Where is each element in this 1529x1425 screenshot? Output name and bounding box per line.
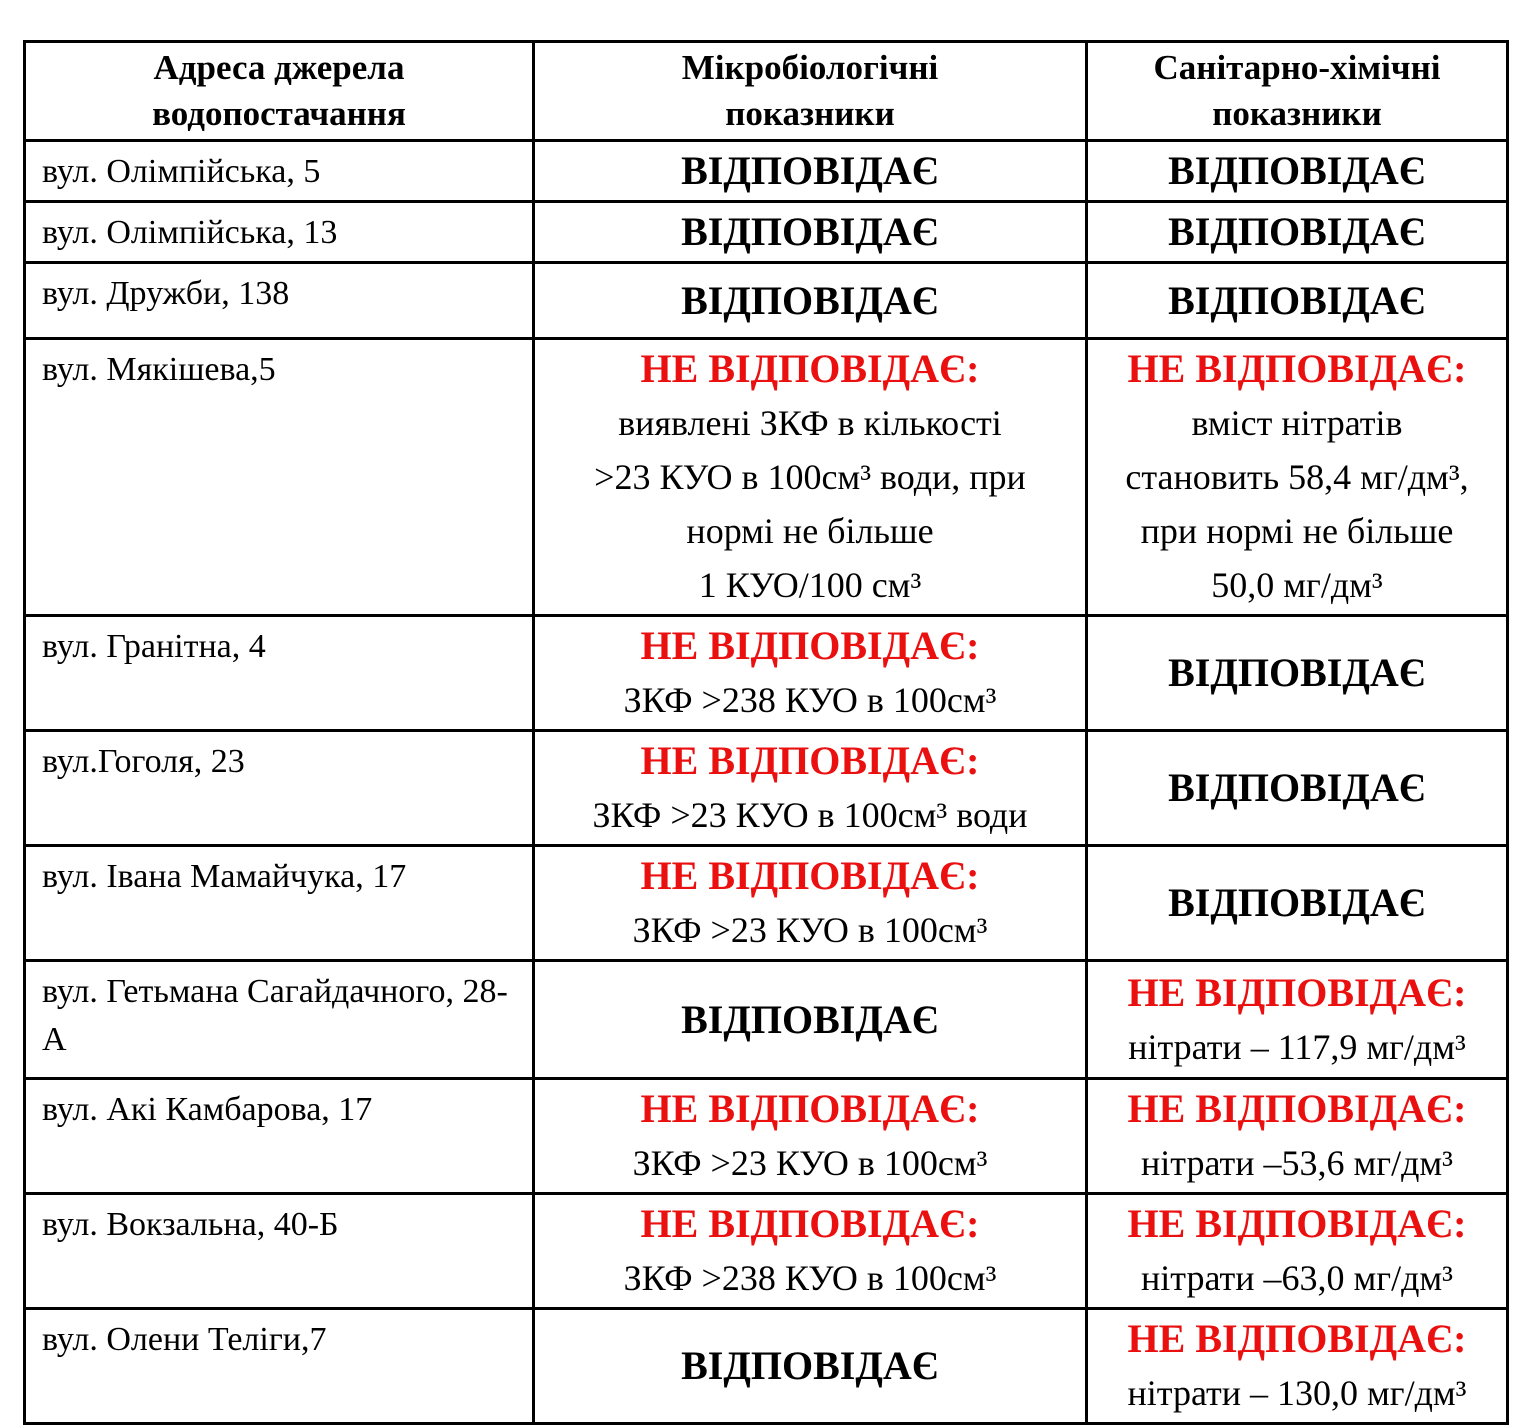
address-cell: вул. Дружби, 138: [25, 263, 534, 339]
header-row: [25, 42, 1508, 141]
status-detail: ЗКФ >238 КУО в 100см³: [623, 680, 997, 720]
table-row: [25, 263, 1508, 339]
address-cell: вул. Акі Камбарова, 17: [25, 1079, 534, 1194]
micro-status-cell: [534, 202, 1087, 263]
table-row: [25, 846, 1508, 961]
status-detail: виявлені ЗКФ в кількості >23 КУО в 100см³ води, при нормі не більше 1 КУО/100 см³: [594, 403, 1026, 605]
status-label: ВІДПОВІДАЄ: [681, 148, 939, 193]
micro-status-cell: [534, 141, 1087, 202]
table-row: [25, 731, 1508, 846]
column-header-sanitary-chemical: Санітарно-хімічні показники: [1087, 42, 1508, 141]
status-label: ВІДПОВІДАЄ: [681, 1343, 939, 1388]
status-label: НЕ ВІДПОВІДАЄ:: [1127, 1316, 1467, 1361]
address-cell: вул. Івана Мамайчука, 17: [25, 846, 534, 961]
address-cell: вул. Гранітна, 4: [25, 616, 534, 731]
chem-status-cell: [1087, 1079, 1508, 1194]
status-label: НЕ ВІДПОВІДАЄ:: [640, 1201, 980, 1246]
chem-status-cell: [1087, 846, 1508, 961]
status-label: НЕ ВІДПОВІДАЄ:: [1127, 346, 1467, 391]
column-header-microbiological: Мікробіологічні показники: [534, 42, 1087, 141]
status-label: ВІДПОВІДАЄ: [1168, 148, 1426, 193]
micro-status-cell: [534, 846, 1087, 961]
address-cell: вул. Мякішева,5: [25, 339, 534, 616]
address-cell: вул. Гетьмана Сагайдачного, 28-А: [25, 961, 534, 1079]
address-cell: вул. Вокзальна, 40-Б: [25, 1194, 534, 1309]
status-detail: ЗКФ >23 КУО в 100см³: [632, 910, 988, 950]
chem-status-cell: [1087, 731, 1508, 846]
status-detail: ЗКФ >23 КУО в 100см³ води: [592, 795, 1028, 835]
status-detail: ЗКФ >238 КУО в 100см³: [623, 1258, 997, 1298]
status-label: ВІДПОВІДАЄ: [1168, 650, 1426, 695]
chem-status-cell: [1087, 202, 1508, 263]
status-label: НЕ ВІДПОВІДАЄ:: [640, 346, 980, 391]
address-cell: вул. Олімпійська, 13: [25, 202, 534, 263]
micro-status-cell: [534, 961, 1087, 1079]
chem-status-cell: [1087, 616, 1508, 731]
status-label: ВІДПОВІДАЄ: [1168, 277, 1426, 323]
status-label: ВІДПОВІДАЄ: [1168, 209, 1426, 254]
table-row: [25, 616, 1508, 731]
address-cell: вул. Олімпійська, 5: [25, 141, 534, 202]
table-row: [25, 202, 1508, 263]
address-cell: вул. Олени Теліги,7: [25, 1309, 534, 1424]
table-row: [25, 339, 1508, 616]
status-label: НЕ ВІДПОВІДАЄ:: [640, 1086, 980, 1131]
micro-status-cell: [534, 339, 1087, 616]
status-label: ВІДПОВІДАЄ: [1168, 765, 1426, 810]
status-label: ВІДПОВІДАЄ: [681, 277, 939, 323]
status-label: НЕ ВІДПОВІДАЄ:: [640, 738, 980, 783]
status-detail: нітрати –53,6 мг/дм³: [1141, 1143, 1453, 1183]
chem-status-cell: [1087, 1309, 1508, 1424]
chem-status-cell: [1087, 1194, 1508, 1309]
status-label: НЕ ВІДПОВІДАЄ:: [640, 853, 980, 898]
water-quality-table: [23, 40, 1509, 1425]
status-label: НЕ ВІДПОВІДАЄ:: [1127, 969, 1467, 1015]
chem-status-cell: [1087, 339, 1508, 616]
status-label: ВІДПОВІДАЄ: [1168, 880, 1426, 925]
status-label: НЕ ВІДПОВІДАЄ:: [1127, 1201, 1467, 1246]
status-detail: нітрати –63,0 мг/дм³: [1141, 1258, 1453, 1298]
micro-status-cell: [534, 616, 1087, 731]
status-detail: нітрати – 117,9 мг/дм³: [1128, 1026, 1466, 1067]
table-row: [25, 1079, 1508, 1194]
table-row: [25, 1309, 1508, 1424]
chem-status-cell: [1087, 961, 1508, 1079]
chem-status-cell: [1087, 263, 1508, 339]
micro-status-cell: [534, 263, 1087, 339]
micro-status-cell: [534, 1079, 1087, 1194]
page: [0, 40, 1529, 1413]
status-label: НЕ ВІДПОВІДАЄ:: [1127, 1086, 1467, 1131]
status-detail: ЗКФ >23 КУО в 100см³: [632, 1143, 988, 1183]
chem-status-cell: [1087, 141, 1508, 202]
status-detail: вміст нітратів становить 58,4 мг/дм³, при нормі не більше 50,0 мг/дм³: [1125, 403, 1469, 605]
table-row: [25, 961, 1508, 1079]
micro-status-cell: [534, 731, 1087, 846]
address-cell: вул.Гоголя, 23: [25, 731, 534, 846]
status-label: ВІДПОВІДАЄ: [681, 209, 939, 254]
status-detail: нітрати – 130,0 мг/дм³: [1127, 1373, 1467, 1413]
status-label: ВІДПОВІДАЄ: [681, 996, 939, 1042]
table-row: [25, 1194, 1508, 1309]
micro-status-cell: [534, 1194, 1087, 1309]
status-label: НЕ ВІДПОВІДАЄ:: [640, 623, 980, 668]
table-row: [25, 141, 1508, 202]
micro-status-cell: [534, 1309, 1087, 1424]
column-header-address: Адреса джерела водопостачання: [25, 42, 534, 141]
